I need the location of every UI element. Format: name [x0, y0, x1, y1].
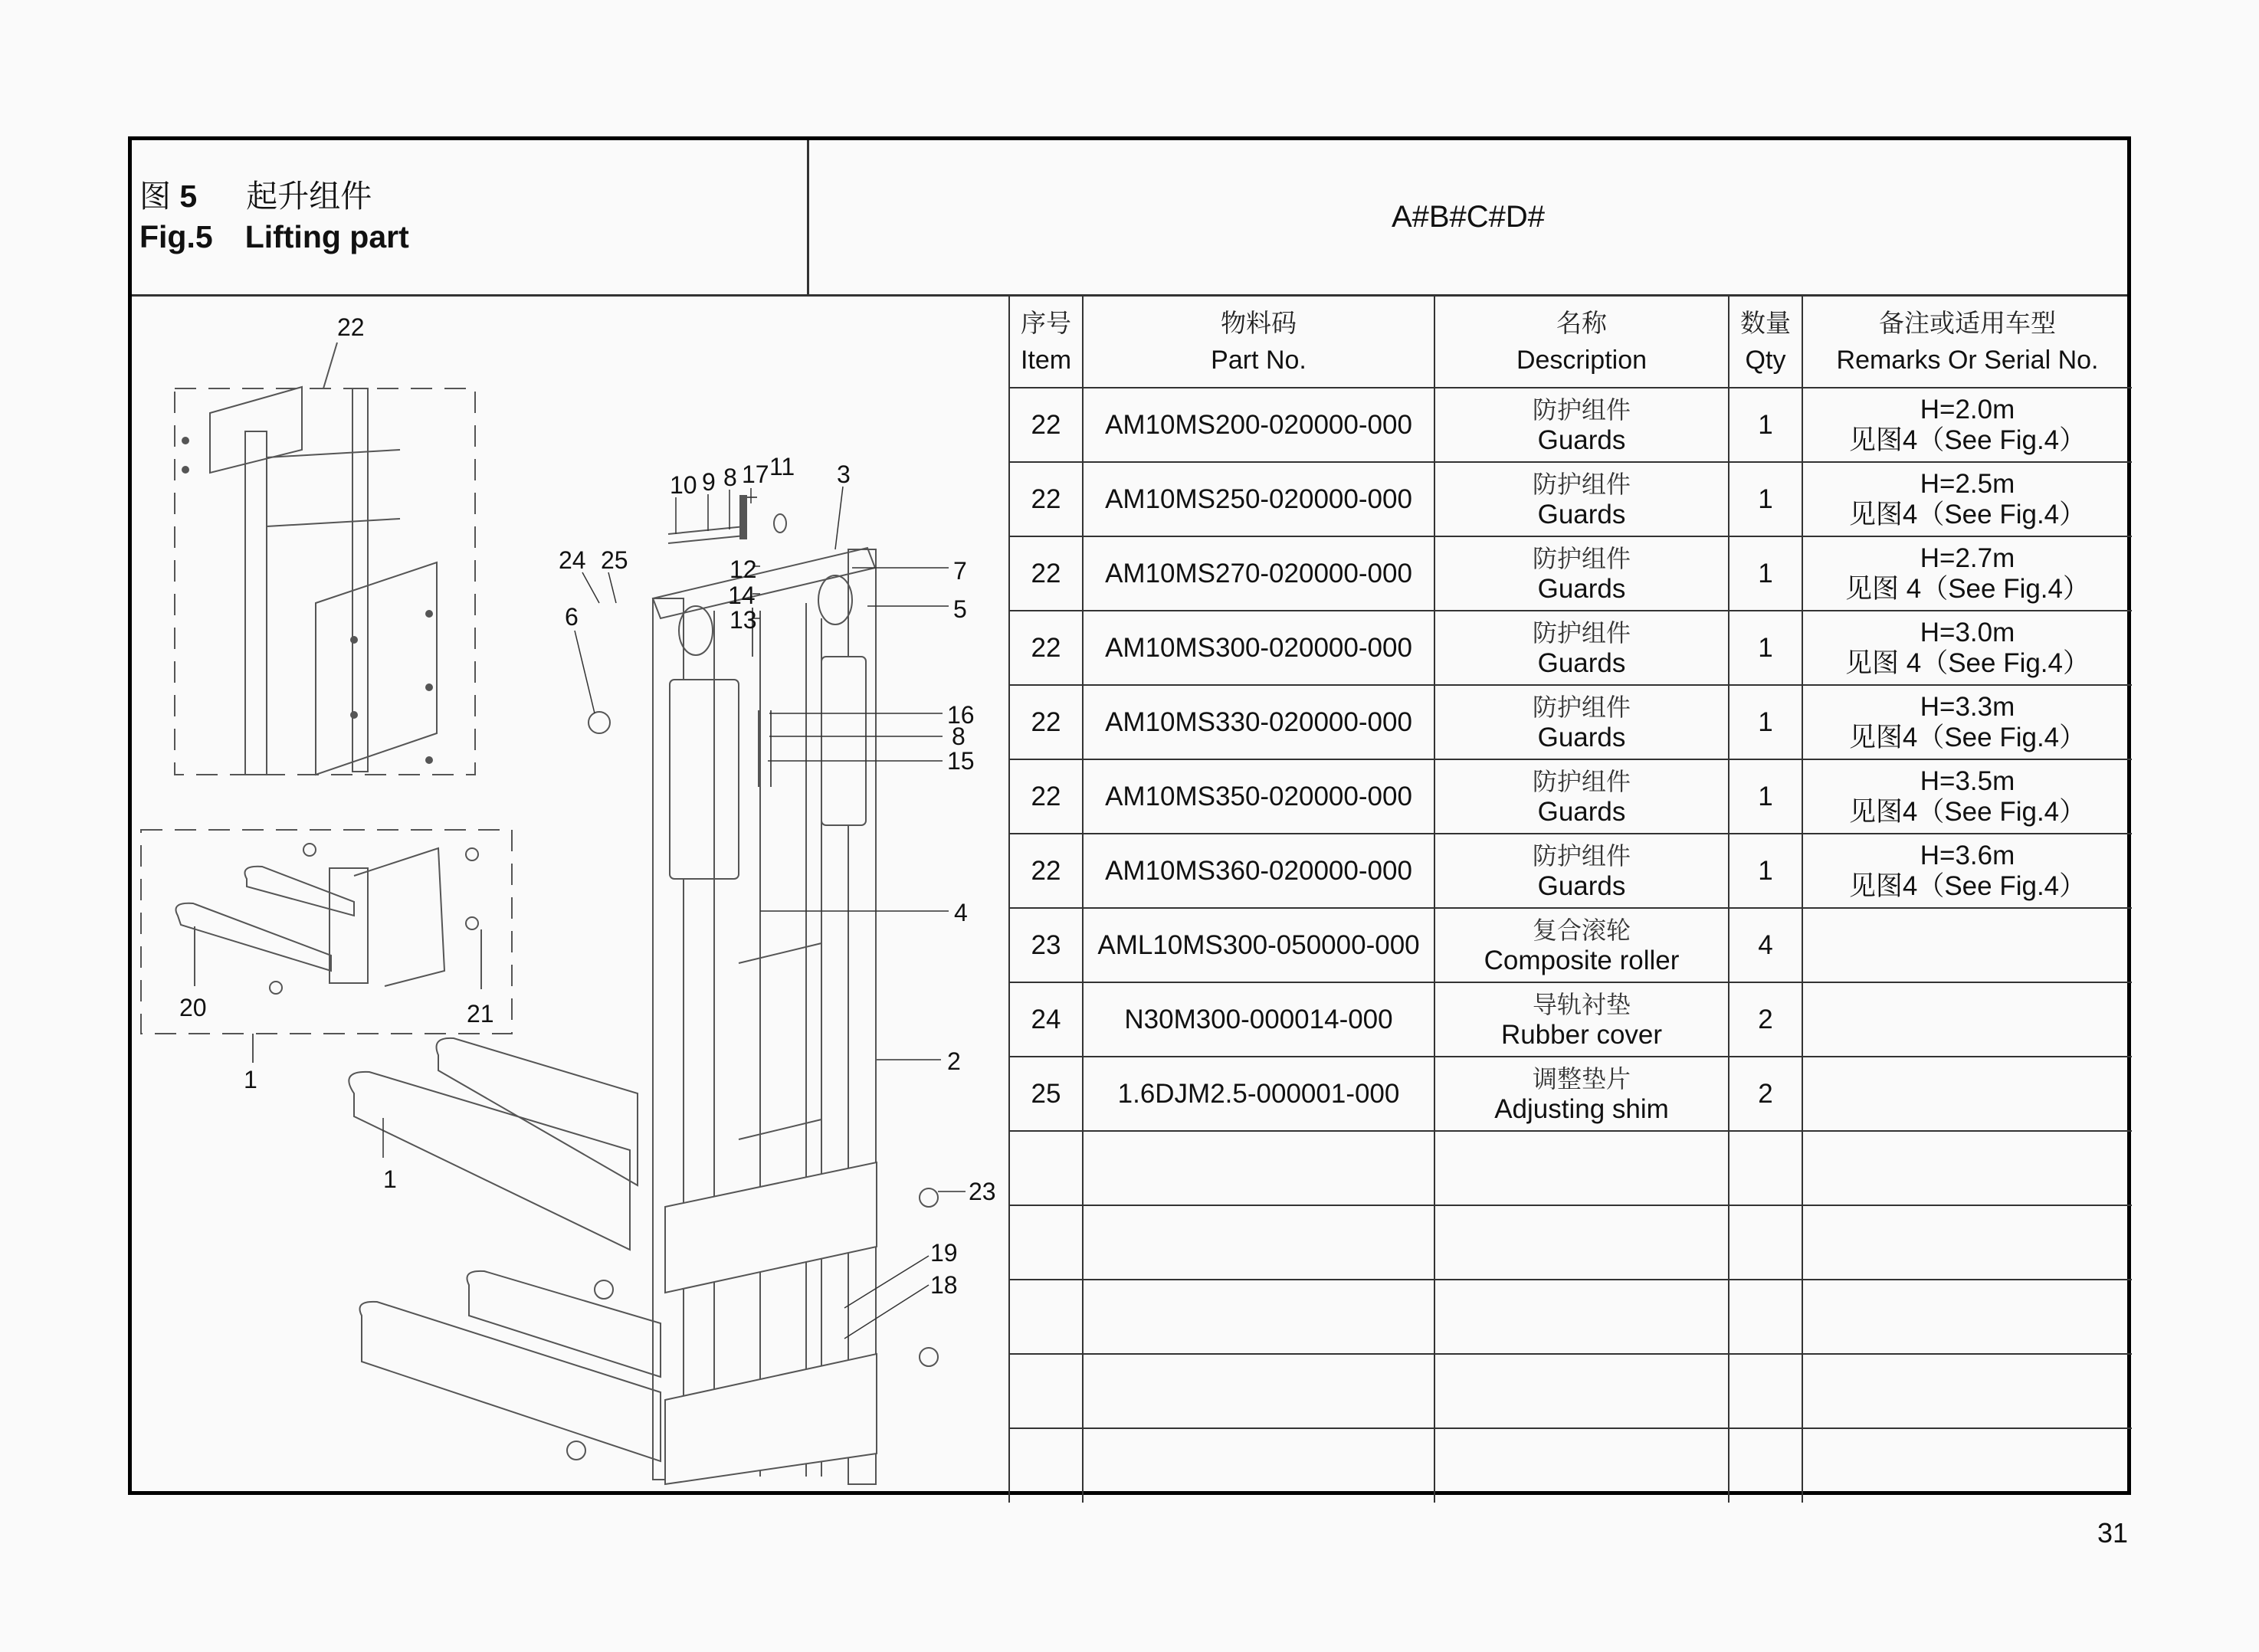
callout-12: 12	[730, 556, 757, 583]
col-part-no-en: Part No.	[1211, 346, 1307, 375]
qty-cell: 1	[1729, 462, 1802, 536]
description-cell	[1434, 1131, 1729, 1205]
part-no-cell: AM10MS270-020000-000	[1083, 536, 1434, 611]
remarks-cell	[1802, 462, 2132, 536]
callout-18: 18	[930, 1271, 958, 1299]
table-row	[1009, 759, 2132, 834]
description-en: Guards	[1537, 424, 1626, 455]
table-row	[1009, 1354, 2132, 1428]
col-remarks-cn: 备注或适用车型	[1879, 308, 2056, 338]
callout-22: 22	[337, 313, 365, 341]
qty-cell: 2	[1729, 982, 1802, 1057]
remarks-cell	[1802, 536, 2132, 611]
col-item-cn: 序号	[1021, 308, 1071, 338]
item-cell	[1009, 1280, 1083, 1354]
figure-en-label: Fig.5	[139, 219, 213, 254]
part-no-cell	[1083, 1280, 1434, 1354]
description-cell	[1434, 685, 1729, 759]
table-row	[1009, 611, 2132, 685]
description-en: Guards	[1537, 573, 1626, 604]
description-cn: 防护组件	[1532, 543, 1631, 573]
part-no-cell	[1083, 1354, 1434, 1428]
part-no-cell: AML10MS300-050000-000	[1083, 908, 1434, 982]
remark-height: H=2.5m	[1920, 468, 2015, 499]
remark-height: H=3.5m	[1920, 765, 2015, 796]
description-cn: 防护组件	[1532, 618, 1631, 647]
col-item-en: Item	[1020, 346, 1072, 375]
description-cell	[1434, 759, 1729, 834]
callout-11: 11	[769, 453, 795, 480]
col-qty	[1729, 297, 1802, 388]
exploded-diagram	[132, 297, 1008, 1495]
qty-cell: 4	[1729, 908, 1802, 982]
callout-20: 20	[179, 994, 207, 1021]
description-cn: 防护组件	[1532, 692, 1631, 722]
callout-8b: 8	[952, 723, 966, 750]
table-row	[1009, 462, 2132, 536]
part-no-cell	[1083, 1131, 1434, 1205]
col-remarks-en: Remarks Or Serial No.	[1836, 346, 2099, 375]
qty-cell: 1	[1729, 685, 1802, 759]
remarks-cell	[1802, 611, 2132, 685]
figure-title-cn	[139, 171, 372, 216]
col-remarks	[1802, 297, 2132, 388]
remarks-cell	[1802, 1205, 2132, 1280]
part-no-cell: N30M300-000014-000	[1083, 982, 1434, 1057]
part-no-cell: AM10MS250-020000-000	[1083, 462, 1434, 536]
callout-6: 6	[565, 603, 579, 631]
description-cell	[1434, 1354, 1729, 1428]
title-en: Lifting part	[244, 219, 409, 254]
remarks-cell	[1802, 1057, 2132, 1131]
col-description-cn: 名称	[1556, 308, 1607, 338]
figure-title-en	[139, 219, 409, 255]
qty-cell: 1	[1729, 759, 1802, 834]
qty-cell: 1	[1729, 388, 1802, 462]
table-header-row	[1009, 297, 2132, 388]
item-cell: 22	[1009, 834, 1083, 908]
qty-cell	[1729, 1205, 1802, 1280]
parts-table	[1008, 297, 2132, 1503]
callout-15: 15	[947, 747, 975, 775]
callout-10: 10	[670, 471, 697, 499]
table-row	[1009, 685, 2132, 759]
callout-13: 13	[730, 606, 757, 634]
item-cell: 22	[1009, 388, 1083, 462]
item-cell: 23	[1009, 908, 1083, 982]
description-cell	[1434, 536, 1729, 611]
callout-19: 19	[930, 1239, 958, 1267]
figure-cn-label: 图	[139, 179, 171, 214]
remark-see-fig: 见图4（See Fig.4）	[1848, 499, 2087, 529]
table-row	[1009, 908, 2132, 982]
col-qty-en: Qty	[1745, 346, 1786, 375]
remark-see-fig: 见图4（See Fig.4）	[1848, 424, 2087, 455]
description-cn: 防护组件	[1532, 395, 1631, 424]
item-cell	[1009, 1205, 1083, 1280]
col-description-en: Description	[1516, 346, 1648, 375]
remark-height: H=3.3m	[1920, 691, 2015, 722]
description-en: Guards	[1537, 722, 1626, 752]
title-cn: 起升组件	[246, 179, 372, 214]
callout-8: 8	[723, 464, 737, 491]
qty-cell	[1729, 1280, 1802, 1354]
description-cell	[1434, 462, 1729, 536]
table-row	[1009, 1280, 2132, 1354]
item-cell: 22	[1009, 685, 1083, 759]
callout-1: 1	[383, 1165, 397, 1193]
table-row	[1009, 982, 2132, 1057]
qty-cell: 1	[1729, 536, 1802, 611]
item-cell: 22	[1009, 611, 1083, 685]
remark-see-fig: 见图 4（See Fig.4）	[1845, 647, 2090, 678]
item-cell	[1009, 1131, 1083, 1205]
part-no-cell	[1083, 1205, 1434, 1280]
remark-height: H=3.6m	[1920, 840, 2015, 870]
remarks-cell	[1802, 1131, 2132, 1205]
description-en: Guards	[1537, 647, 1626, 678]
table-row	[1009, 834, 2132, 908]
applicable-models: A#B#C#D#	[809, 140, 2127, 297]
remark-see-fig: 见图4（See Fig.4）	[1848, 870, 2087, 901]
remark-see-fig: 见图4（See Fig.4）	[1848, 796, 2087, 827]
col-part-no-cn: 物料码	[1221, 308, 1297, 338]
description-cell	[1434, 908, 1729, 982]
callout-25: 25	[601, 546, 628, 574]
callout-1-detail: 1	[244, 1066, 257, 1093]
remark-see-fig: 见图 4（See Fig.4）	[1845, 573, 2090, 604]
table-row	[1009, 1205, 2132, 1280]
callout-21: 21	[467, 1000, 494, 1028]
callout-14: 14	[728, 582, 756, 609]
item-cell	[1009, 1354, 1083, 1428]
description-cell	[1434, 1280, 1729, 1354]
qty-cell: 1	[1729, 834, 1802, 908]
item-cell	[1009, 1428, 1083, 1503]
remarks-cell	[1802, 759, 2132, 834]
qty-cell	[1729, 1428, 1802, 1503]
remarks-cell	[1802, 1428, 2132, 1503]
col-item	[1009, 297, 1083, 388]
description-cn: 防护组件	[1532, 469, 1631, 499]
callout-5: 5	[953, 595, 967, 623]
table-row	[1009, 1057, 2132, 1131]
remarks-cell	[1802, 834, 2132, 908]
part-no-cell: AM10MS350-020000-000	[1083, 759, 1434, 834]
page-number: 31	[2097, 1517, 2129, 1549]
description-en: Guards	[1537, 870, 1626, 901]
remarks-cell	[1802, 685, 2132, 759]
callout-24: 24	[559, 546, 586, 574]
part-no-cell: AM10MS300-020000-000	[1083, 611, 1434, 685]
callout-23: 23	[969, 1178, 996, 1205]
remark-height: H=2.0m	[1920, 394, 2015, 424]
remarks-cell	[1802, 908, 2132, 982]
remark-height: H=2.7m	[1920, 542, 2015, 573]
parts-page-frame	[128, 136, 2131, 1495]
item-cell: 22	[1009, 462, 1083, 536]
part-no-cell: AM10MS330-020000-000	[1083, 685, 1434, 759]
description-en: Guards	[1537, 499, 1626, 529]
col-description	[1434, 297, 1729, 388]
remarks-cell	[1802, 388, 2132, 462]
description-cell	[1434, 1428, 1729, 1503]
remark-height: H=3.0m	[1920, 617, 2015, 647]
description-cell	[1434, 611, 1729, 685]
qty-cell	[1729, 1131, 1802, 1205]
item-cell: 22	[1009, 536, 1083, 611]
col-qty-cn: 数量	[1740, 308, 1791, 338]
table-row	[1009, 1131, 2132, 1205]
item-cell: 25	[1009, 1057, 1083, 1131]
callout-17: 17	[742, 461, 769, 488]
table-row	[1009, 388, 2132, 462]
figure-title-block	[132, 140, 809, 297]
table-row	[1009, 536, 2132, 611]
qty-cell: 1	[1729, 611, 1802, 685]
description-cell	[1434, 1057, 1729, 1131]
part-no-cell: AM10MS360-020000-000	[1083, 834, 1434, 908]
qty-cell	[1729, 1354, 1802, 1428]
callout-9: 9	[702, 468, 716, 496]
description-en: Adjusting shim	[1494, 1093, 1669, 1124]
description-cn: 复合滚轮	[1532, 915, 1631, 945]
remarks-cell	[1802, 1280, 2132, 1354]
part-no-cell	[1083, 1428, 1434, 1503]
callout-2: 2	[947, 1047, 961, 1075]
description-en: Rubber cover	[1500, 1019, 1663, 1050]
callout-16: 16	[947, 701, 975, 729]
figure-number: 5	[179, 179, 198, 214]
item-cell: 22	[1009, 759, 1083, 834]
description-cell	[1434, 834, 1729, 908]
table-row	[1009, 1428, 2132, 1503]
part-no-cell: 1.6DJM2.5-000001-000	[1083, 1057, 1434, 1131]
remarks-cell	[1802, 1354, 2132, 1428]
callout-3: 3	[837, 461, 851, 488]
table-body	[1009, 388, 2132, 1503]
remarks-cell	[1802, 982, 2132, 1057]
description-cell	[1434, 1205, 1729, 1280]
description-en: Composite roller	[1484, 945, 1680, 975]
description-cn: 防护组件	[1532, 841, 1631, 870]
description-cell	[1434, 388, 1729, 462]
remark-see-fig: 见图4（See Fig.4）	[1848, 722, 2087, 752]
qty-cell: 2	[1729, 1057, 1802, 1131]
col-part-no	[1083, 297, 1434, 388]
description-cn: 导轨衬垫	[1532, 989, 1631, 1019]
lifting-part-drawing-icon	[132, 297, 1008, 1495]
description-cn: 调整垫片	[1532, 1064, 1631, 1093]
callout-7: 7	[953, 557, 967, 585]
description-en: Guards	[1537, 796, 1626, 827]
part-no-cell: AM10MS200-020000-000	[1083, 388, 1434, 462]
item-cell: 24	[1009, 982, 1083, 1057]
description-cn: 防护组件	[1532, 766, 1631, 796]
description-cell	[1434, 982, 1729, 1057]
callout-4: 4	[954, 899, 968, 926]
